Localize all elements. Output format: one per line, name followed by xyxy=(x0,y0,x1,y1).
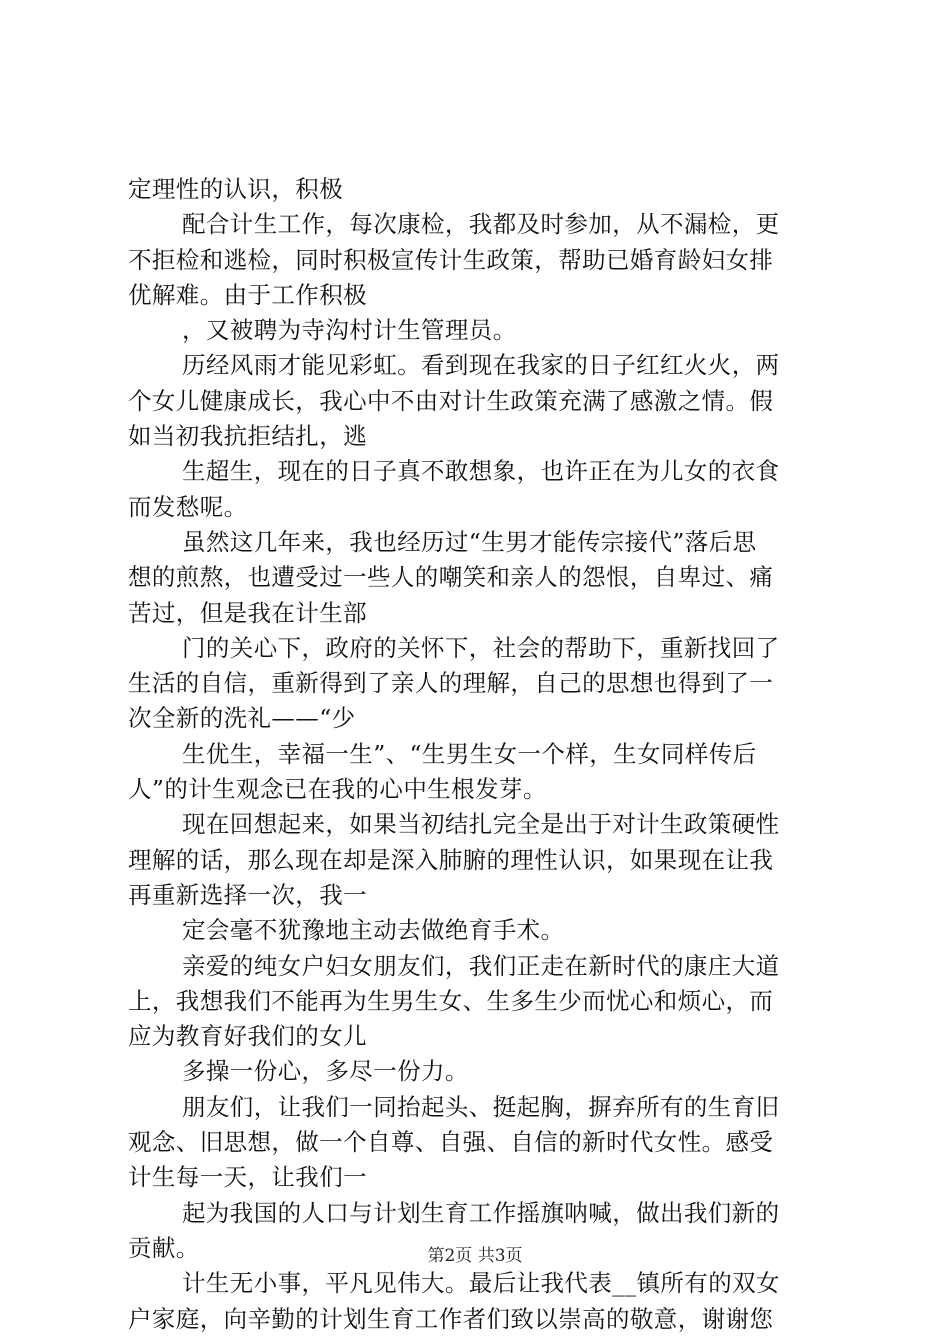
text-line: 配合计生工作，每次康检，我都及时参加，从不漏检，更 xyxy=(182,210,780,239)
text-line: 上，我想我们不能再为生男生女、生多生少而忧心和烦心，而 xyxy=(128,986,774,1015)
text-line: 生优生，幸福一生”、“生男生女一个样，生女同样传后 xyxy=(182,739,757,768)
text-line: 生活的自信，重新得到了亲人的理解，自己的思想也得到了一 xyxy=(128,669,774,698)
text-line: 苦过，但是我在计生部 xyxy=(128,598,367,627)
text-line: 理解的话，那么现在却是深入肺腑的理性认识，如果现在让我 xyxy=(128,845,774,874)
text-line: 个女儿健康成长，我心中不由对计生政策充满了感激之情。假 xyxy=(128,386,774,415)
text-line: 应为教育好我们的女儿 xyxy=(128,1022,367,1051)
text-line: 朋友们，让我们一同抬起头、挺起胸，摒弃所有的生育旧 xyxy=(182,1092,780,1121)
document-body xyxy=(128,172,838,1337)
text-line: ，又被聘为寺沟村计生管理员。 xyxy=(182,316,517,345)
text-line: 生超生，现在的日子真不敢想象，也许正在为儿女的衣食 xyxy=(182,457,780,486)
text-line: 起为我国的人口与计划生育工作摇旗呐喊，做出我们新的 xyxy=(182,1198,780,1227)
text-line: 次全新的洗礼——“少 xyxy=(128,704,356,733)
text-line: 贡献。 xyxy=(128,1233,200,1262)
text-line: 人”的计生观念已在我的心中生根发芽。 xyxy=(128,775,547,804)
text-line: 观念、旧思想，做一个自尊、自强、自信的新时代女性。感受 xyxy=(128,1128,774,1157)
text-line: 门的关心下，政府的关怀下，社会的帮助下，重新找回了 xyxy=(182,633,780,662)
text-line: 优解难。由于工作积极 xyxy=(128,280,367,309)
text-line: 多操一份心，多尽一份力。 xyxy=(182,1057,469,1086)
text-line: 定理性的认识，积极 xyxy=(128,175,344,203)
text-line: 计生无小事，平凡见伟大。最后让我代表__镇所有的双女 xyxy=(182,1269,780,1298)
text-line: 不拒检和逃检，同时积极宣传计生政策，帮助已婚育龄妇女排 xyxy=(128,245,774,274)
text-line: 虽然这几年来，我也经历过“生男才能传宗接代”落后思 xyxy=(182,527,757,556)
text-line: 而发愁呢。 xyxy=(128,492,248,521)
text-line: 现在回想起来，如果当初结扎完全是出于对计生政策硬性 xyxy=(182,810,780,839)
text-line: 历经风雨才能见彩虹。看到现在我家的日子红红火火，两 xyxy=(182,351,780,380)
text-line: 再重新选择一次，我一 xyxy=(128,880,367,909)
text-line: 想的煎熬，也遭受过一些人的嘲笑和亲人的怨恨，自卑过、痛 xyxy=(128,563,774,592)
page-footer: 第2页 共3页 xyxy=(427,1246,523,1266)
text-line: 计生每一天，让我们一 xyxy=(128,1163,367,1192)
text-line: 户家庭，向辛勤的计划生育工作者们致以崇高的敬意，谢谢您 xyxy=(128,1304,774,1333)
text-line: 亲爱的纯女户妇女朋友们，我们正走在新时代的康庄大道 xyxy=(182,951,780,980)
text-line: 定会毫不犹豫地主动去做绝育手术。 xyxy=(182,916,565,945)
text-line: 如当初我抗拒结扎，逃 xyxy=(128,422,367,451)
